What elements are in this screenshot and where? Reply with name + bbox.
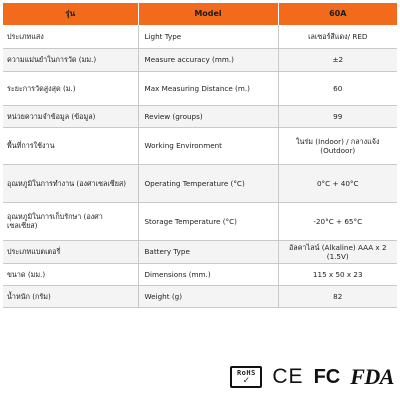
row-label-th: ความแม่นยำในการวัด (มม.) <box>3 48 138 71</box>
row-value: อัลคาไลน์ (Alkaline) AAA x 2 (1.5V) <box>278 240 397 263</box>
fda-logo: FDA <box>350 364 394 389</box>
row-value: ในร่ม (Indoor) / กลางแจ้ง (Outdoor) <box>278 127 397 164</box>
table-row <box>3 240 397 263</box>
table-row <box>3 71 397 105</box>
table-row <box>3 263 397 285</box>
row-value: เลเซอร์สีแดง/ RED <box>278 25 397 48</box>
row-label-en: Dimensions (mm.) <box>138 263 278 285</box>
row-label-th: พื้นที่การใช้งาน <box>3 127 138 164</box>
ce-logo: CE <box>272 365 304 388</box>
row-label-th: ระยะการวัดสูงสุด (ม.) <box>3 71 138 105</box>
row-label-en: Measure accuracy (mm.) <box>138 48 278 71</box>
table-row <box>3 48 397 71</box>
header-model-th: รุ่น <box>3 3 138 25</box>
rohs-text: RoHS <box>236 368 256 377</box>
table-row <box>3 164 397 202</box>
row-label-th: น้ำหนัก (กรัม) <box>3 285 138 307</box>
row-label-th: อุณหภูมิในการเก็บรักษา (องศาเซลเซียส) <box>3 202 138 240</box>
row-label-th: ขนาด (มม.) <box>3 263 138 285</box>
row-value: 115 x 50 x 23 <box>278 263 397 285</box>
certification-logos <box>230 364 394 390</box>
row-label-th: อุณหภูมิในการทำงาน (องศาเซลเซียส) <box>3 164 138 202</box>
row-label-en: Max Measuring Distance (m.) <box>138 71 278 105</box>
row-label-en: Weight (g) <box>138 285 278 307</box>
table-row <box>3 25 397 48</box>
row-value: 99 <box>278 105 397 127</box>
table-header-row <box>3 3 397 25</box>
row-label-en: Operating Temperature (°C) <box>138 164 278 202</box>
row-value: -20°C + 65°C <box>278 202 397 240</box>
rohs-logo <box>230 366 262 388</box>
table-row <box>3 285 397 307</box>
table-row <box>3 202 397 240</box>
row-label-en: Working Environment <box>138 127 278 164</box>
row-value: ±2 <box>278 48 397 71</box>
row-label-en: Storage Temperature (°C) <box>138 202 278 240</box>
row-label-th: ประเภทแบตเตอรี่ <box>3 240 138 263</box>
row-value: 60 <box>278 71 397 105</box>
spec-table <box>3 3 397 308</box>
row-label-en: Review (groups) <box>138 105 278 127</box>
row-label-en: Battery Type <box>138 240 278 263</box>
row-value: 82 <box>278 285 397 307</box>
table-row <box>3 105 397 127</box>
row-label-th: ประเภทแสง <box>3 25 138 48</box>
row-label-th: หน่วยความจำข้อมูล (ข้อมูล) <box>3 105 138 127</box>
row-value: 0°C + 40°C <box>278 164 397 202</box>
check-icon: ✓ <box>242 375 251 386</box>
header-model-en: Model <box>138 3 278 25</box>
fc-logo: FC <box>313 366 341 388</box>
row-label-en: Light Type <box>138 25 278 48</box>
table-row <box>3 127 397 164</box>
header-model-value: 60A <box>278 3 397 25</box>
